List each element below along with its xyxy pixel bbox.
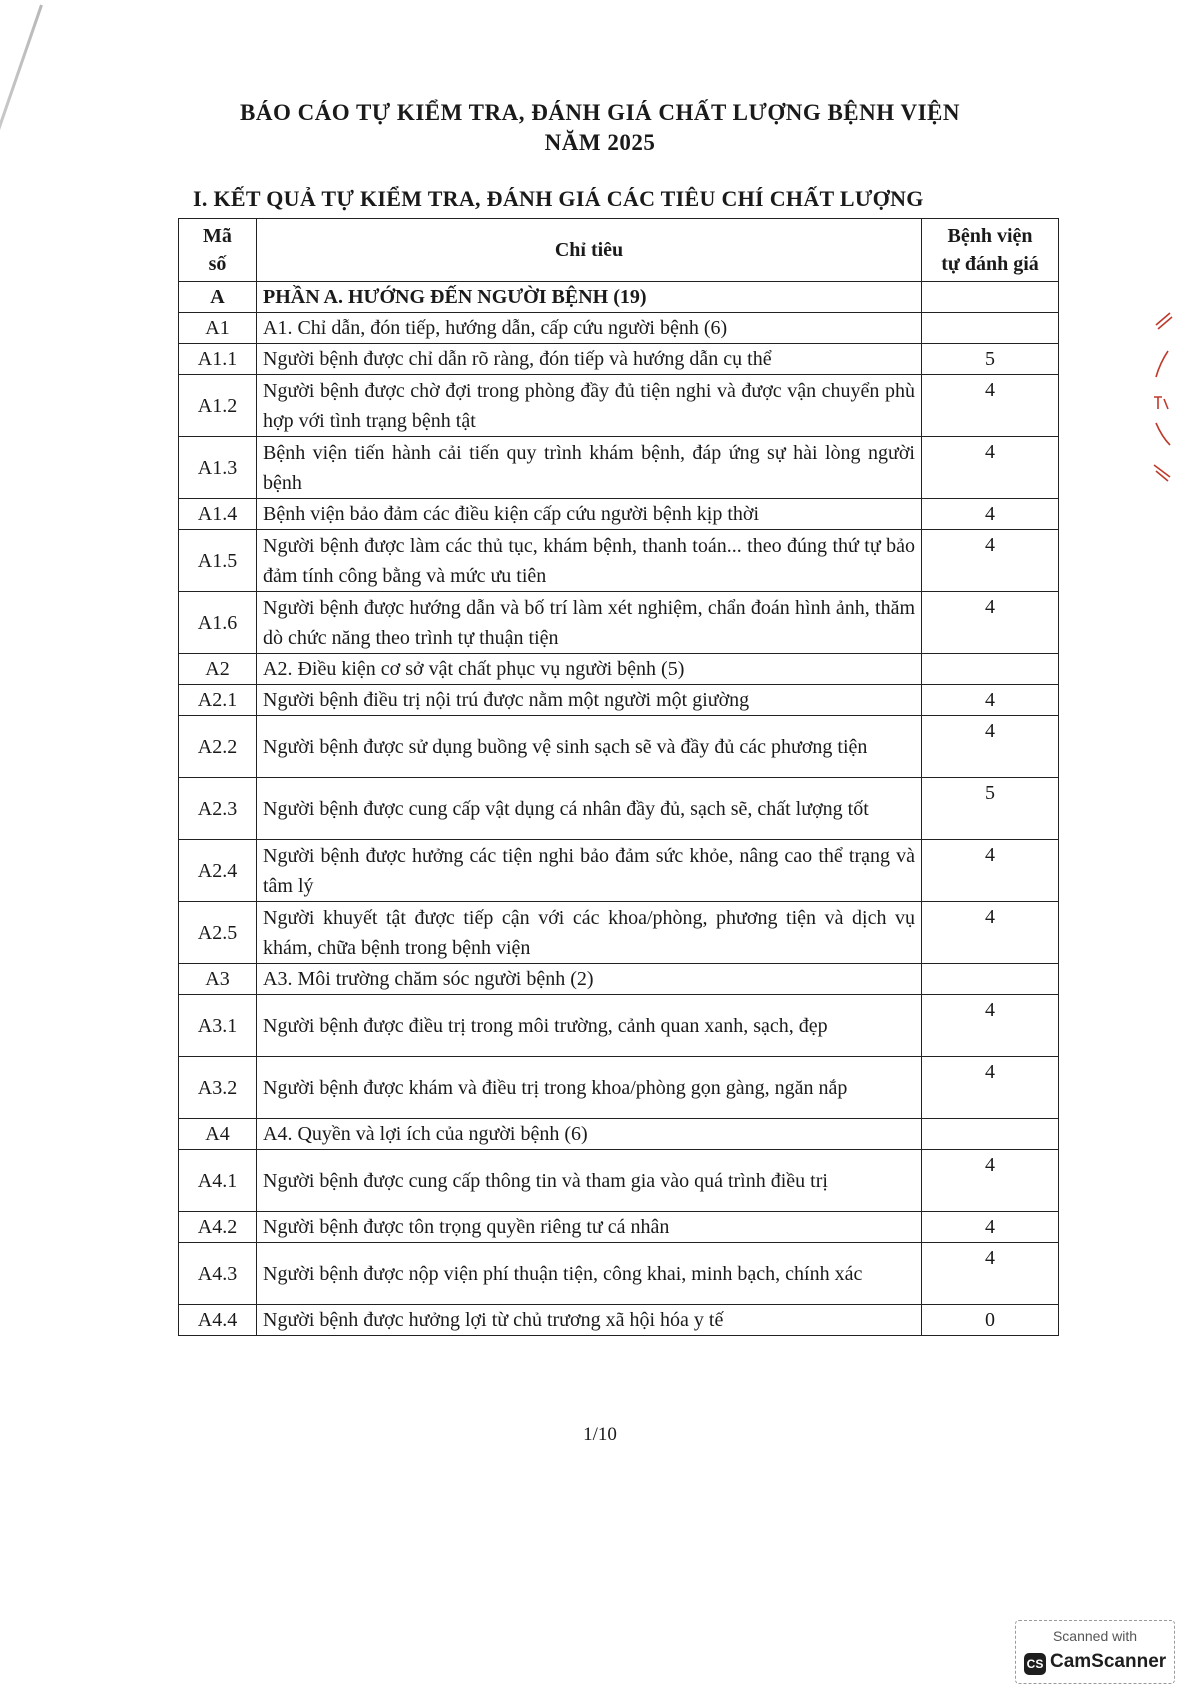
row-code: A [179, 282, 257, 313]
document-title-line2: NĂM 2025 [544, 130, 656, 155]
row-score [922, 313, 1059, 344]
table-row [179, 995, 1059, 1057]
camscanner-watermark [1015, 1620, 1175, 1684]
row-item: Người bệnh được hướng dẫn và bố trí làm xét nghiệm, chẩn đoán hình ảnh, thăm dò chức năng theo trình tự thuận tiện [257, 592, 922, 654]
row-code: A1.4 [179, 499, 257, 530]
table-row [179, 1057, 1059, 1119]
table-row [179, 375, 1059, 437]
row-item: Người bệnh được cung cấp vật dụng cá nhân đầy đủ, sạch sẽ, chất lượng tốt [257, 778, 922, 840]
row-item: Người bệnh được cung cấp thông tin và tham gia vào quá trình điều trị [257, 1150, 922, 1212]
table-row [179, 716, 1059, 778]
row-item: Người bệnh được hưởng lợi từ chủ trương xã hội hóa y tế [257, 1305, 922, 1336]
header-score [922, 219, 1059, 282]
page-number: 1/10 [583, 1424, 617, 1445]
table-row [179, 778, 1059, 840]
document-title [0, 98, 1200, 158]
row-score: 4 [922, 902, 1059, 964]
table-row [179, 530, 1059, 592]
table-row [179, 1305, 1059, 1336]
row-code: A1.6 [179, 592, 257, 654]
table-row [179, 313, 1059, 344]
table-row [179, 1212, 1059, 1243]
row-item: A1. Chỉ dẫn, đón tiếp, hướng dẫn, cấp cứu người bệnh (6) [257, 313, 922, 344]
row-code: A3 [179, 964, 257, 995]
row-item: Người bệnh được làm các thủ tục, khám bệnh, thanh toán... theo đúng thứ tự bảo đảm tính công bằng và mức ưu tiên [257, 530, 922, 592]
table-row [179, 1150, 1059, 1212]
row-score: 5 [922, 778, 1059, 840]
header-code-line1: Mã [203, 225, 232, 247]
row-code: A3.1 [179, 995, 257, 1057]
watermark-brand: CamScanner [1050, 1651, 1167, 1672]
row-score: 4 [922, 1150, 1059, 1212]
row-item: Người bệnh được khám và điều trị trong khoa/phòng gọn gàng, ngăn nắp [257, 1057, 922, 1119]
row-code: A1 [179, 313, 257, 344]
row-item: Người bệnh được sử dụng buồng vệ sinh sạch sẽ và đầy đủ các phương tiện [257, 716, 922, 778]
row-score: 4 [922, 437, 1059, 499]
row-score [922, 282, 1059, 313]
row-item: Người bệnh được tôn trọng quyền riêng tư cá nhân [257, 1212, 922, 1243]
header-item: Chỉ tiêu [257, 219, 922, 282]
row-score: 4 [922, 592, 1059, 654]
table-row [179, 685, 1059, 716]
row-code: A4.3 [179, 1243, 257, 1305]
row-item: Người khuyết tật được tiếp cận với các khoa/phòng, phương tiện và dịch vụ khám, chữa bệnh trong bệnh viện [257, 902, 922, 964]
criteria-table [178, 218, 1059, 1336]
row-code: A4.2 [179, 1212, 257, 1243]
row-code: A3.2 [179, 1057, 257, 1119]
table-row [179, 902, 1059, 964]
table-row [179, 1243, 1059, 1305]
header-score-line2: tự đánh giá [941, 253, 1039, 275]
table-row [179, 499, 1059, 530]
row-score: 4 [922, 1212, 1059, 1243]
row-item: Người bệnh được chỉ dẫn rõ ràng, đón tiếp và hướng dẫn cụ thể [257, 344, 922, 375]
row-item: A4. Quyền và lợi ích của người bệnh (6) [257, 1119, 922, 1150]
row-code: A1.1 [179, 344, 257, 375]
row-item: PHẦN A. HƯỚNG ĐẾN NGƯỜI BỆNH (19) [257, 282, 922, 313]
table-header-row [179, 219, 1059, 282]
watermark-caption: Scanned with [1052, 1628, 1138, 1644]
row-score [922, 964, 1059, 995]
row-score: 4 [922, 530, 1059, 592]
row-code: A1.2 [179, 375, 257, 437]
row-score [922, 654, 1059, 685]
row-code: A1.5 [179, 530, 257, 592]
row-score: 4 [922, 716, 1059, 778]
camscanner-logo-icon: CS [1024, 1653, 1046, 1675]
header-code [179, 219, 257, 282]
margin-pen-marks [1148, 305, 1178, 485]
row-code: A2.4 [179, 840, 257, 902]
table-row [179, 282, 1059, 313]
row-score [922, 1119, 1059, 1150]
table-row [179, 840, 1059, 902]
row-code: A4.1 [179, 1150, 257, 1212]
header-code-line2: số [208, 253, 227, 275]
row-item: Người bệnh được nộp viện phí thuận tiện, công khai, minh bạch, chính xác [257, 1243, 922, 1305]
row-score: 4 [922, 375, 1059, 437]
row-item: A2. Điều kiện cơ sở vật chất phục vụ người bệnh (5) [257, 654, 922, 685]
row-score: 0 [922, 1305, 1059, 1336]
row-score: 4 [922, 685, 1059, 716]
table-row [179, 654, 1059, 685]
header-score-line1: Bệnh viện [947, 225, 1033, 247]
section-heading: I. KẾT QUẢ TỰ KIỂM TRA, ĐÁNH GIÁ CÁC TIÊU CHÍ CHẤT LƯỢNG [193, 186, 924, 211]
table-row [179, 592, 1059, 654]
row-item: Bệnh viện bảo đảm các điều kiện cấp cứu người bệnh kịp thời [257, 499, 922, 530]
row-score: 4 [922, 499, 1059, 530]
row-score: 4 [922, 1243, 1059, 1305]
row-code: A2.3 [179, 778, 257, 840]
table-row [179, 1119, 1059, 1150]
row-code: A1.3 [179, 437, 257, 499]
table-row [179, 344, 1059, 375]
row-score: 4 [922, 995, 1059, 1057]
row-code: A2.1 [179, 685, 257, 716]
row-score: 5 [922, 344, 1059, 375]
row-score: 4 [922, 840, 1059, 902]
row-score: 4 [922, 1057, 1059, 1119]
row-item: Bệnh viện tiến hành cải tiến quy trình khám bệnh, đáp ứng sự hài lòng người bệnh [257, 437, 922, 499]
row-item: A3. Môi trường chăm sóc người bệnh (2) [257, 964, 922, 995]
row-code: A2 [179, 654, 257, 685]
row-code: A4.4 [179, 1305, 257, 1336]
row-item: Người bệnh điều trị nội trú được nằm một người một giường [257, 685, 922, 716]
table-row [179, 437, 1059, 499]
table-row [179, 964, 1059, 995]
row-code: A2.5 [179, 902, 257, 964]
row-code: A4 [179, 1119, 257, 1150]
row-item: Người bệnh được chờ đợi trong phòng đầy đủ tiện nghi và được vận chuyển phù hợp với tình trạng bệnh tật [257, 375, 922, 437]
row-item: Người bệnh được hưởng các tiện nghi bảo đảm sức khỏe, nâng cao thể trạng và tâm lý [257, 840, 922, 902]
row-item: Người bệnh được điều trị trong môi trường, cảnh quan xanh, sạch, đẹp [257, 995, 922, 1057]
document-title-line1: BÁO CÁO TỰ KIỂM TRA, ĐÁNH GIÁ CHẤT LƯỢNG BỆNH VIỆN [240, 100, 960, 125]
row-code: A2.2 [179, 716, 257, 778]
